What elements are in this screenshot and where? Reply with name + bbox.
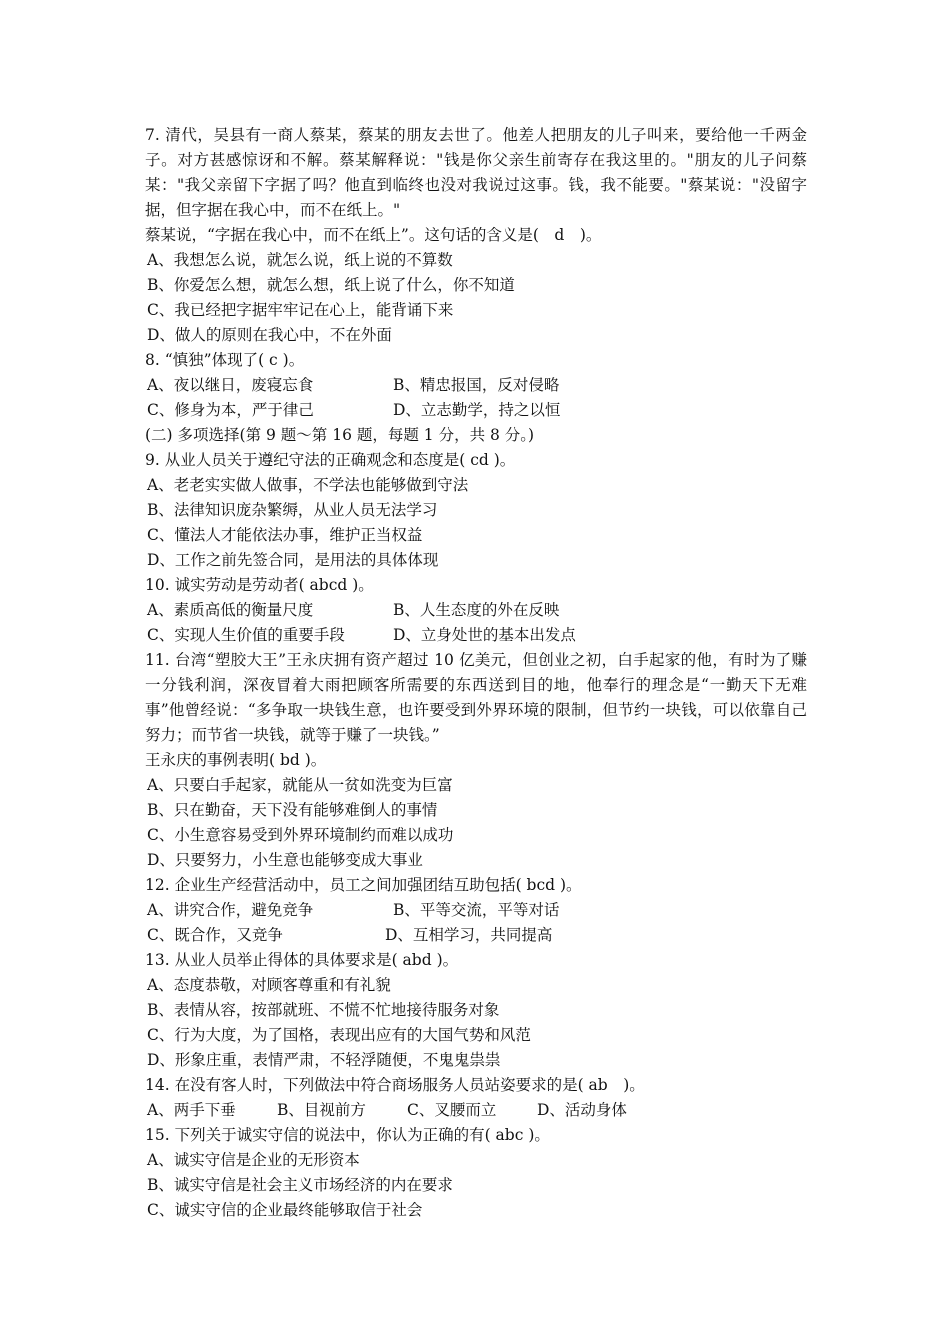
document-body (145, 123, 807, 1223)
question-12-option-c: C、既合作，又竞争 (147, 926, 283, 944)
question-9-option-c: C、懂法人才能依法办事，维护正当权益 (147, 526, 423, 544)
question-12-options-row-2 (145, 923, 807, 948)
question-10-option-b: B、人生态度的外在反映 (393, 601, 560, 619)
section-heading: (二) 多项选择(第 9 题～第 16 题，每题 1 分，共 8 分。) (145, 426, 535, 444)
question-15-option-a: A、诚实守信是企业的无形资本 (147, 1151, 360, 1169)
question-7-option-d: D、做人的原则在我心中，不在外面 (147, 326, 392, 344)
question-7-question: 蔡某说，“字据在我心中，而不在纸上”。这句话的含义是( d )。 (145, 226, 602, 244)
question-10-options-row-1 (145, 598, 807, 623)
question-8-option-c: C、修身为本，严于律己 (147, 401, 314, 419)
question-14-stem: 14. 在没有客人时，下列做法中符合商场服务人员站姿要求的是( ab )。 (145, 1076, 645, 1094)
question-11-option-a: A、只要白手起家，就能从一贫如洗变为巨富 (147, 776, 453, 794)
question-8-options-row-1 (145, 373, 807, 398)
question-10-options-row-2 (145, 623, 807, 648)
question-9-option-b: B、法律知识庞杂繁缛，从业人员无法学习 (147, 501, 438, 519)
question-12-option-d: D、互相学习，共同提高 (385, 926, 553, 944)
question-7-stem: 7. 清代，吴县有一商人蔡某，蔡某的朋友去世了。他差人把朋友的儿子叫来，要给他一千两金子。对方甚感惊讶和不解。蔡某解释说："钱是你父亲生前寄存在我这里的。"朋友的儿子问蔡某："我父亲留下字据了吗？他直到临终也没对我说过这事。钱，我不能要。"蔡某说："没留字据，但字据在我心中，而不在纸上。" (145, 126, 807, 219)
question-8-stem: 8. “慎独”体现了( c )。 (145, 351, 305, 369)
question-14-option-a: A、两手下垂 (147, 1101, 236, 1119)
question-13-stem: 13. 从业人员举止得体的具体要求是( abd )。 (145, 951, 459, 969)
question-11-option-b: B、只在勤奋，天下没有能够难倒人的事情 (147, 801, 438, 819)
question-14-option-c: C、叉腰而立 (407, 1101, 497, 1119)
question-8-option-b: B、精忠报国，反对侵略 (393, 376, 560, 394)
question-12-stem: 12. 企业生产经营活动中，员工之间加强团结互助包括( bcd )。 (145, 876, 582, 894)
question-15-option-c: C、诚实守信的企业最终能够取信于社会 (147, 1201, 423, 1219)
question-11-option-c: C、小生意容易受到外界环境制约而难以成功 (147, 826, 454, 844)
question-8-option-d: D、立志勤学，持之以恒 (393, 401, 561, 419)
question-9-option-d: D、工作之前先签合同，是用法的具体体现 (147, 551, 439, 569)
question-11-option-d: D、只要努力，小生意也能够变成大事业 (147, 851, 423, 869)
question-7-option-c: C、我已经把字据牢牢记在心上，能背诵下来 (147, 301, 454, 319)
question-13-option-d: D、形象庄重，表情严肃，不轻浮随便，不鬼鬼祟祟 (147, 1051, 501, 1069)
question-13-option-c: C、行为大度，为了国格，表现出应有的大国气势和风范 (147, 1026, 531, 1044)
question-7-option-b: B、你爱怎么想，就怎么想，纸上说了什么，你不知道 (147, 276, 515, 294)
question-12-option-a: A、讲究合作，避免竞争 (147, 901, 314, 919)
question-14-option-d: D、活动身体 (537, 1101, 627, 1119)
question-8-options-row-2 (145, 398, 807, 423)
question-11-stem: 11. 台湾“塑胶大王”王永庆拥有资产超过 10 亿美元，但创业之初，白手起家的他，有时为了赚一分钱利润，深夜冒着大雨把顾客所需要的东西送到目的地，他奉行的理念是“一勤天下无难事”他曾经说：“多争取一块钱生意，也许要受到外界环境的限制，但节约一块钱，可以依靠自己努力；而节省一块钱，就等于赚了一块钱。” (145, 651, 807, 744)
question-13-option-b: B、表情从容，按部就班、不慌不忙地接待服务对象 (147, 1001, 500, 1019)
question-15-option-b: B、诚实守信是社会主义市场经济的内在要求 (147, 1176, 453, 1194)
question-7-option-a: A、我想怎么说，就怎么说，纸上说的不算数 (147, 251, 453, 269)
question-12-options-row-1 (145, 898, 807, 923)
question-11-question: 王永庆的事例表明( bd )。 (145, 751, 327, 769)
question-10-option-d: D、立身处世的基本出发点 (393, 626, 576, 644)
question-13-option-a: A、态度恭敬，对顾客尊重和有礼貌 (147, 976, 391, 994)
question-10-option-c: C、实现人生价值的重要手段 (147, 626, 345, 644)
question-9-stem: 9. 从业人员关于遵纪守法的正确观念和态度是( cd )。 (145, 451, 516, 469)
question-9-option-a: A、老老实实做人做事，不学法也能够做到守法 (147, 476, 469, 494)
question-8-option-a: A、夜以继日，废寝忘食 (147, 376, 314, 394)
question-14-option-b: B、目视前方 (277, 1101, 366, 1119)
question-12-option-b: B、平等交流，平等对话 (393, 901, 560, 919)
question-15-stem: 15. 下列关于诚实守信的说法中，你认为正确的有( abc )。 (145, 1126, 550, 1144)
question-10-option-a: A、素质高低的衡量尺度 (147, 601, 314, 619)
question-10-stem: 10. 诚实劳动是劳动者( abcd )。 (145, 576, 374, 594)
question-14-options-row (145, 1098, 807, 1123)
